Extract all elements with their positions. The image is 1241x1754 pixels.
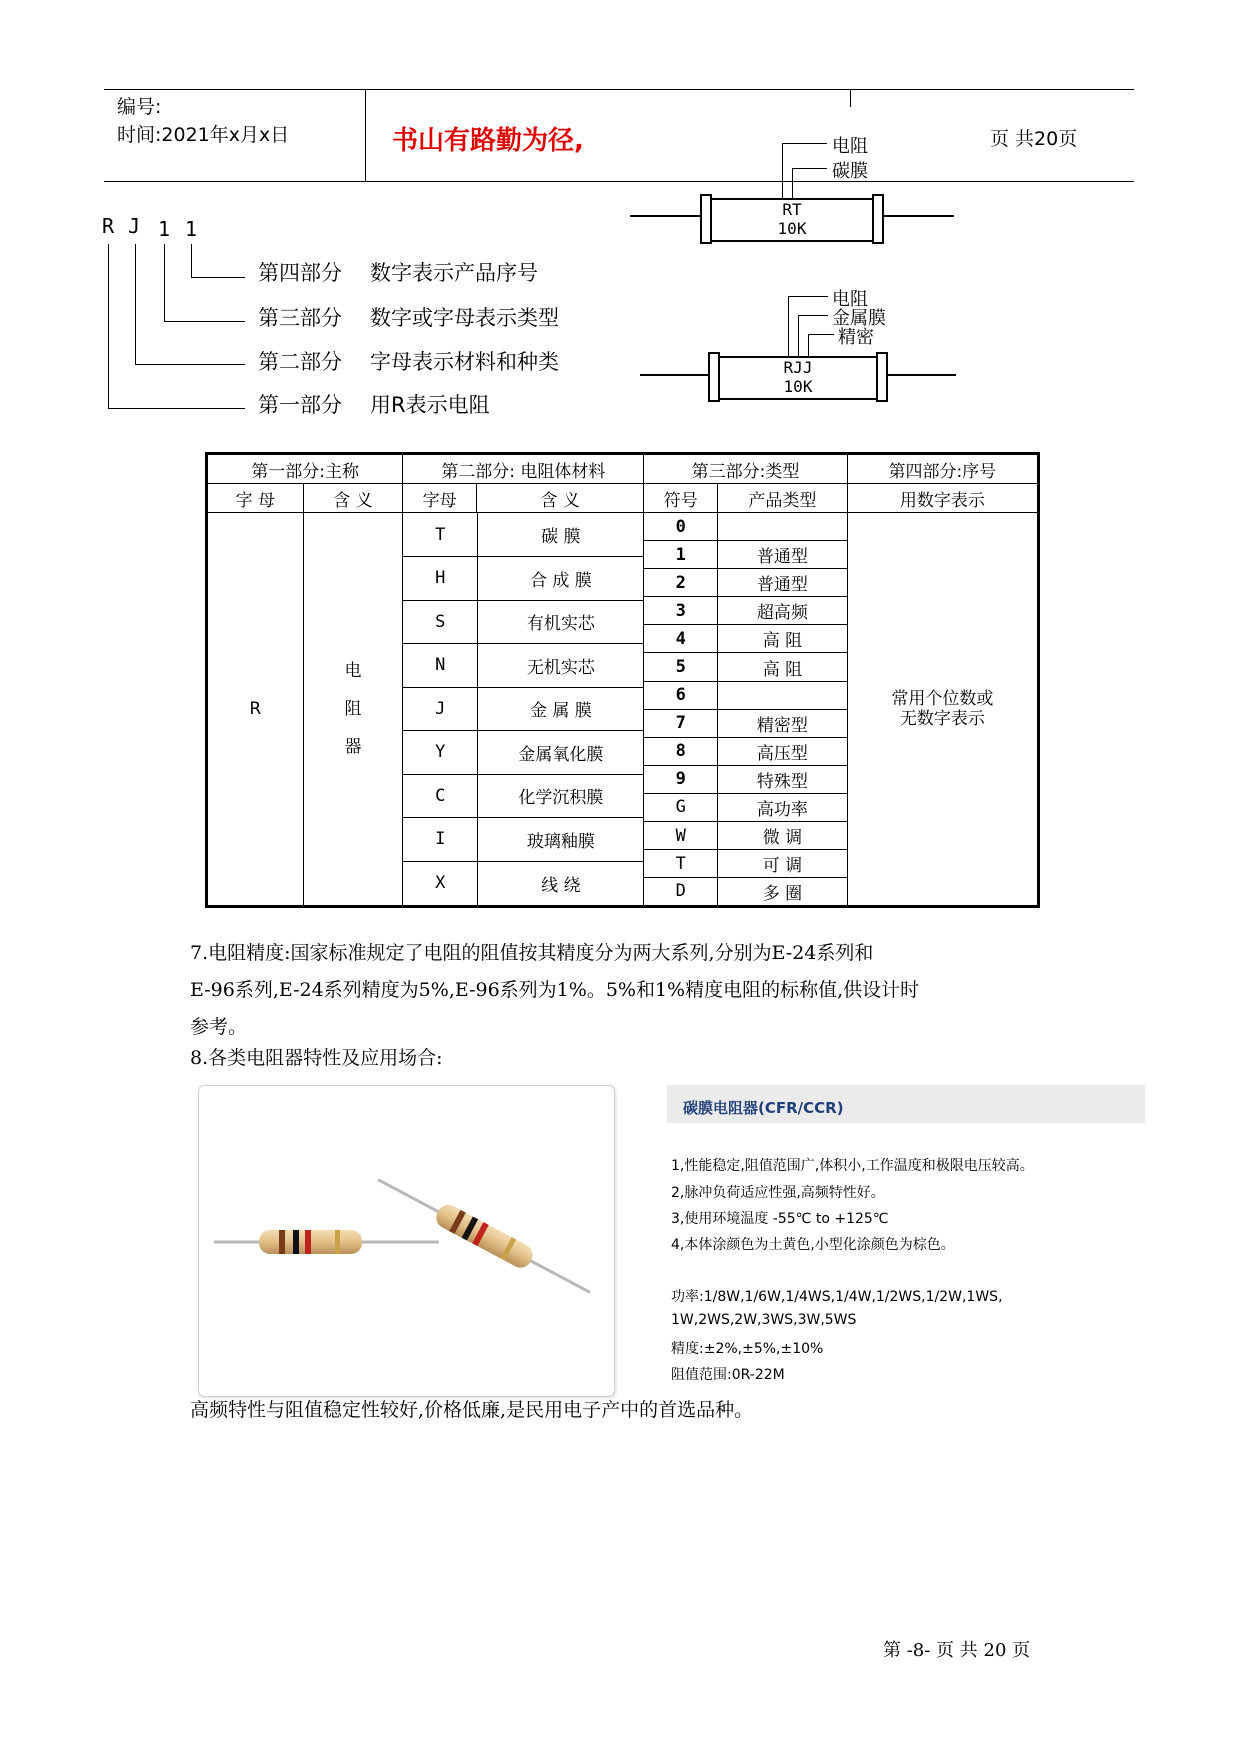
table-cell: 6	[644, 681, 718, 709]
resistor-lead	[888, 374, 956, 376]
table-cell: 9	[644, 765, 718, 793]
header-divider	[365, 89, 366, 181]
table-row	[403, 861, 643, 905]
table-header: 含 义	[477, 484, 644, 513]
cfr-range: 阻值范围:0R-22M	[671, 1367, 785, 1383]
cfr-power-line1: 功率:1/8W,1/6W,1/4WS,1/4W,1/2WS,1/2W,1WS,	[671, 1289, 1003, 1305]
table-header: 含 义	[303, 484, 403, 513]
table-cell: 微 调	[718, 822, 848, 850]
code-letter: 1	[158, 217, 171, 241]
header-bottom-rule	[104, 181, 1134, 182]
resistor-code-table	[205, 452, 1040, 908]
label-pointer	[792, 168, 793, 198]
label-pointer	[808, 334, 809, 356]
cfr-power-line2: 1W,2WS,2W,3WS,3W,5WS	[671, 1312, 857, 1328]
resistor-code: RT	[782, 200, 802, 219]
part-label: 第四部分	[258, 261, 342, 285]
table-cell: 高 阻	[718, 653, 848, 681]
table-cell: 线 绕	[541, 875, 581, 896]
header-motto: 书山有路勤为径,	[392, 126, 584, 156]
doc-number-label: 编号:	[117, 96, 162, 118]
part-desc: 数字或字母表示类型	[370, 306, 559, 330]
part-desc: 字母表示材料和种类	[370, 350, 559, 374]
cfr-feature: 4,本体涂颜色为土黄色,小型化涂颜色为棕色。	[671, 1237, 955, 1253]
table-cell-char: 电	[344, 660, 362, 681]
label-pointer	[788, 296, 828, 297]
paragraph-precision-line3: 参考。	[190, 1016, 248, 1038]
paragraph-precision-line2: E-96系列,E-24系列精度为5%,E-96系列为1%。5%和1%精度电阻的标称值,供设计时	[190, 979, 920, 1001]
label-pointer	[782, 143, 783, 198]
code-letter: J	[128, 214, 141, 238]
part-desc: 数字表示产品序号	[370, 261, 538, 285]
table-cell: 4	[644, 625, 718, 653]
table-cell: 普通型	[718, 541, 848, 569]
resistor-body	[718, 356, 878, 400]
table-cell: Y	[403, 731, 478, 775]
header-page-info: 页 共20页	[990, 128, 1078, 150]
table-cell-line: 常用个位数或	[891, 688, 994, 709]
table-cell: 0	[644, 513, 718, 541]
table-cell: 有机实芯	[478, 600, 644, 644]
table-row	[207, 513, 1039, 541]
resistor-label: 金属膜	[832, 308, 886, 329]
connector-line	[164, 321, 245, 322]
table-header: 产品类型	[718, 484, 848, 513]
table-row	[403, 557, 643, 601]
paragraph-precision-line1: 7.电阻精度:国家标准规定了电阻的阻值按其精度分为两大系列,分别为E-24系列和	[190, 942, 874, 964]
table-cell: C	[403, 774, 478, 818]
page-footer: 第 -8- 页 共 20 页	[883, 1640, 1031, 1661]
code-letter: 1	[185, 217, 198, 241]
part-label: 第二部分	[258, 350, 342, 374]
part-label: 第一部分	[258, 393, 342, 417]
connector-line	[135, 244, 136, 364]
table-cell: 5	[644, 653, 718, 681]
resistor-label: 电阻	[832, 136, 868, 157]
cfr-feature: 3,使用环境温度 -55℃ to +125℃	[671, 1211, 889, 1227]
table-cell: 3	[644, 597, 718, 625]
table-cell-line: 无数字表示	[899, 708, 985, 729]
connector-line	[108, 244, 109, 408]
table-row	[403, 774, 643, 818]
table-cell: 无机实芯	[478, 644, 644, 688]
table-cell: N	[403, 644, 478, 688]
paragraph-characteristics-heading: 8.各类电阻器特性及应用场合:	[190, 1047, 443, 1069]
connector-line	[191, 277, 245, 278]
resistor-lead	[630, 215, 700, 217]
connector-line	[135, 364, 245, 365]
part-desc: 用R表示电阻	[370, 393, 490, 417]
resistor-lead	[884, 215, 954, 217]
table-cell: 金属氧化膜	[478, 731, 644, 775]
table-cell: 精密型	[718, 709, 848, 737]
paragraph-tail: 高频特性与阻值稳定性较好,价格低廉,是民用电子产中的首选品种。	[190, 1399, 754, 1421]
table-cell: 玻璃釉膜	[478, 818, 644, 862]
resistor-photo	[198, 1085, 615, 1397]
part-label: 第三部分	[258, 306, 342, 330]
table-header: 符号	[644, 484, 718, 513]
table-cell: 可 调	[718, 850, 848, 878]
table-cell-char: 阻	[344, 698, 362, 719]
resistor-lead	[640, 374, 708, 376]
table-header: 第一部分:主称	[207, 454, 403, 484]
resistor-value: 10K	[783, 377, 813, 396]
doc-time-label: 时间:2021年x月x日	[117, 124, 290, 146]
resistor-label: 精密	[838, 327, 874, 348]
table-cell: 多 圈	[718, 878, 848, 906]
table-cell: T	[403, 513, 478, 557]
table-cell: X	[403, 861, 478, 905]
header-top-rule	[104, 89, 1134, 90]
table-header: 第二部分: 电阻体材料	[403, 454, 644, 484]
table-cell: 高压型	[718, 737, 848, 765]
header-divider-2	[850, 89, 851, 107]
table-cell: J	[403, 687, 478, 731]
table-cell: S	[403, 600, 478, 644]
table-cell: 高功率	[718, 793, 848, 821]
table-cell: 2	[644, 569, 718, 597]
table-cell	[847, 513, 1038, 907]
table-cell: 合 成 膜	[478, 557, 644, 601]
table-cell: 8	[644, 737, 718, 765]
table-cell: 普通型	[718, 569, 848, 597]
table-cell	[718, 681, 848, 709]
cfr-feature: 1,性能稳定,阻值范围广,体积小,工作温度和极限电压较高。	[671, 1158, 1034, 1174]
table-cell: R	[207, 513, 304, 907]
connector-line	[164, 244, 165, 321]
table-cell: 高 阻	[718, 625, 848, 653]
label-pointer	[798, 315, 828, 316]
resistor-label: 碳膜	[832, 161, 868, 182]
table-sub-header-row	[207, 484, 1039, 513]
label-pointer	[808, 334, 834, 335]
table-cell: G	[644, 793, 718, 821]
table-row	[403, 731, 643, 775]
table-row	[403, 600, 643, 644]
table-cell: 7	[644, 709, 718, 737]
resistor-body	[710, 198, 874, 242]
resistor-code: RJJ	[783, 358, 813, 377]
code-letter: R	[102, 214, 115, 238]
table-cell: 1	[644, 541, 718, 569]
table-header: 第四部分:序号	[847, 454, 1038, 484]
table-row	[403, 644, 643, 688]
table-cell: 化学沉积膜	[478, 774, 644, 818]
resistor-value: 10K	[777, 219, 807, 238]
table-header: 字 母	[207, 484, 304, 513]
table-cell: 特殊型	[718, 765, 848, 793]
table-header: 用数字表示	[847, 484, 1038, 513]
table-row	[403, 513, 643, 557]
table-cell: 超高频	[718, 597, 848, 625]
table-cell: D	[644, 878, 718, 906]
table-cell	[303, 513, 403, 907]
table-cell: H	[403, 557, 478, 601]
table-cell: T	[644, 850, 718, 878]
label-pointer	[788, 296, 789, 356]
table-cell: W	[644, 822, 718, 850]
table-header: 字母	[403, 484, 477, 513]
table-row	[403, 818, 643, 862]
table-cell-char: 器	[344, 736, 362, 757]
label-pointer	[782, 143, 827, 144]
material-subtable	[403, 513, 643, 905]
cfr-feature: 2,脉冲负荷适应性强,高频特性好。	[671, 1185, 885, 1201]
table-cell: 碳 膜	[478, 513, 644, 557]
table-group-header-row	[207, 454, 1039, 484]
table-cell: 金 属 膜	[478, 687, 644, 731]
connector-line	[108, 408, 245, 409]
connector-line	[191, 244, 192, 277]
carbon-resistor-image	[199, 1086, 614, 1396]
cfr-precision: 精度:±2%,±5%,±10%	[671, 1341, 824, 1357]
cfr-title: 碳膜电阻器(CFR/CCR)	[683, 1099, 844, 1117]
table-cell	[718, 513, 848, 541]
material-subtable-cell	[403, 513, 644, 907]
table-row	[403, 687, 643, 731]
table-cell: I	[403, 818, 478, 862]
label-pointer	[792, 168, 827, 169]
table-header: 第三部分:类型	[644, 454, 847, 484]
resistor-label: 电阻	[832, 289, 868, 310]
label-pointer	[798, 315, 799, 356]
